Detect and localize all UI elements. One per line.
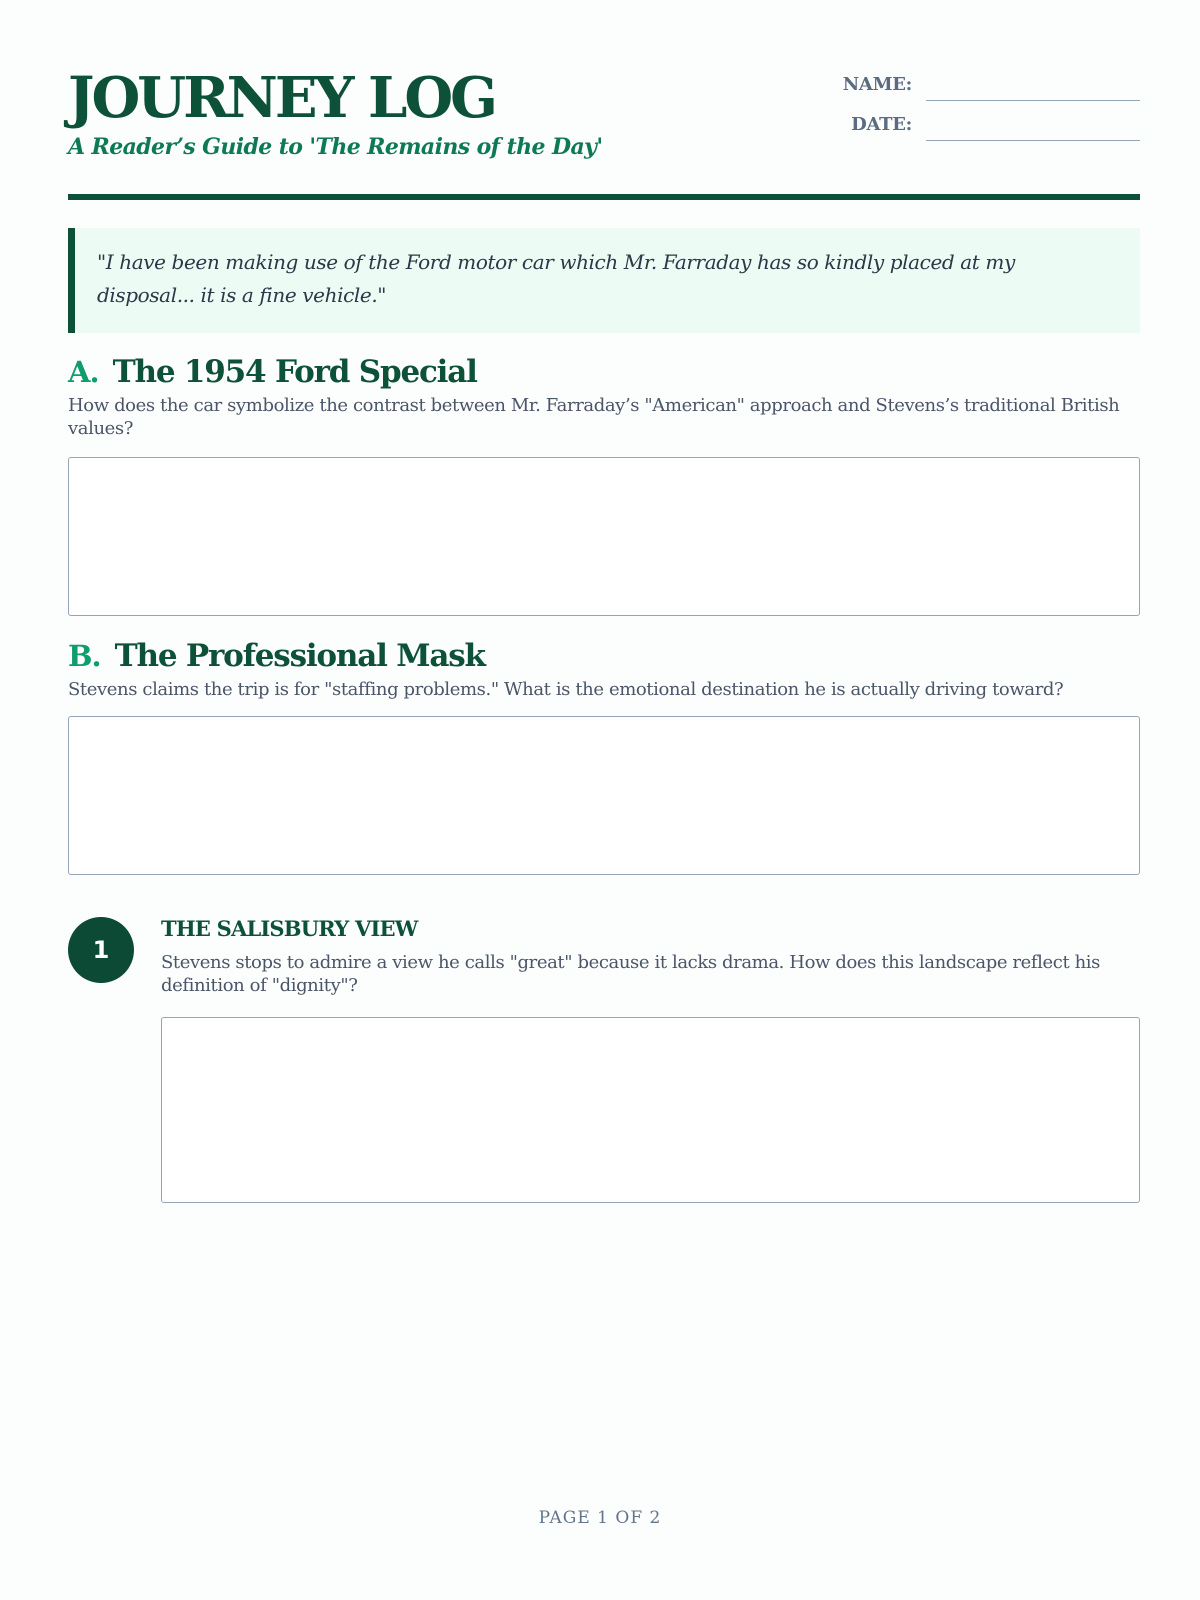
- quote-text: "I have been making use of the Ford motor car which Mr. Farraday has so kindly placed at my disposal... it is a fine vehicle.": [97, 250, 1015, 307]
- page-title: JOURNEY LOG: [68, 65, 495, 131]
- step-1: [161, 916, 1140, 997]
- answer-box-step-1[interactable]: [161, 1017, 1140, 1203]
- section-heading: [68, 354, 1140, 390]
- student-info: [830, 70, 1140, 150]
- section-letter: B.: [68, 639, 101, 673]
- epigraph-quote: [68, 228, 1140, 333]
- section-title: The 1954 Ford Special: [112, 354, 477, 390]
- name-field[interactable]: [926, 100, 1140, 101]
- answer-box-a[interactable]: [68, 457, 1140, 616]
- step-question: Stevens stops to admire a view he calls "great" because it lacks drama. How does this landscape reflect his definition of "dignity"?: [161, 952, 1100, 996]
- name-row: [830, 70, 1140, 110]
- section-heading: [68, 638, 1140, 674]
- section-a: [68, 354, 1140, 440]
- section-question: Stevens claims the trip is for "staffing problems." What is the emotional destination he is actually driving toward?: [68, 679, 1064, 700]
- section-title: The Professional Mask: [114, 638, 485, 674]
- header: [68, 66, 1140, 206]
- page-number: PAGE 1 OF 2: [538, 1508, 662, 1528]
- date-label: DATE:: [851, 114, 912, 135]
- section-b: [68, 638, 1140, 701]
- date-row: [830, 110, 1140, 150]
- page-subtitle: A Reader’s Guide to 'The Remains of the Day': [68, 134, 603, 160]
- answer-box-b[interactable]: [68, 716, 1140, 875]
- section-letter: A.: [68, 355, 99, 389]
- date-field[interactable]: [926, 140, 1140, 141]
- header-divider: [68, 194, 1140, 200]
- section-question: How does the car symbolize the contrast between Mr. Farraday’s "American" approach and Stevens’s traditional British values?: [68, 395, 1120, 439]
- step-number-badge: 1: [68, 917, 134, 983]
- step-title: THE SALISBURY VIEW: [161, 916, 418, 941]
- name-label: NAME:: [842, 74, 912, 95]
